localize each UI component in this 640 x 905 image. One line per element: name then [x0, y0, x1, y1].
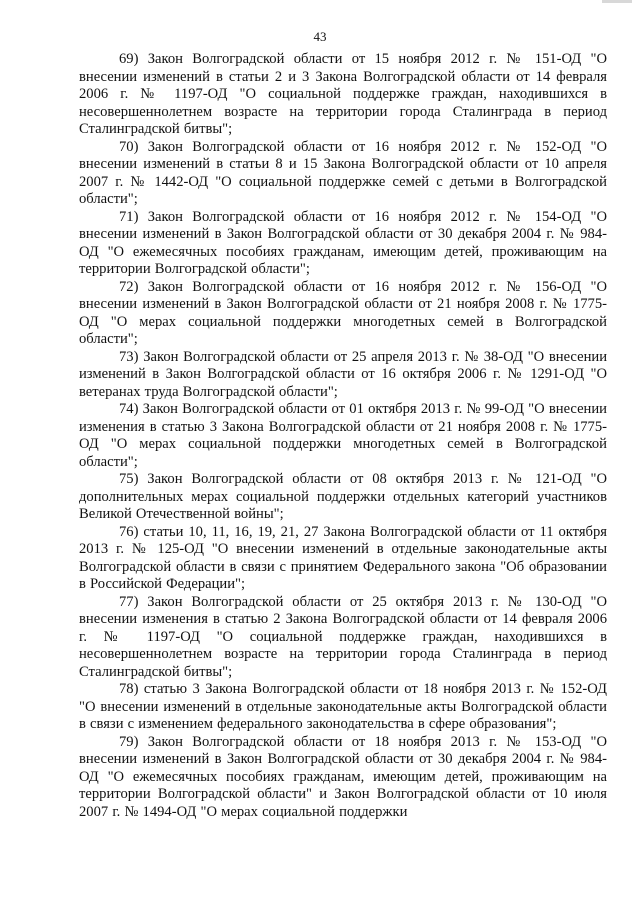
list-item-75: 75) Закон Волгоградской области от 08 октября 2013 г. № 121-ОД "О дополнительных мерах социальной поддержки отдельных категорий участников Великой Отечественной войны";	[79, 471, 607, 522]
list-item-71: 71) Закон Волгоградской области от 16 ноября 2012 г. № 154-ОД "О внесении изменений в Закон Волгоградской области от 30 декабря 2004 г. № 984-ОД "О ежемесячных пособиях гражданам, имеющим детей, проживающим на территории Волгоградской области";	[79, 208, 607, 277]
list-item-79: 79) Закон Волгоградской области от 18 ноября 2013 г. № 153-ОД "О внесении изменений в Закон Волгоградской области от 30 декабря 2004 г. № 984-ОД "О ежемесячных пособиях гражданам, имеющим детей, проживающим на территории Волгоградской области" и Закон Волгоградской области от 10 июля 2007 г. № 1494-ОД "О мерах социальной поддержки	[79, 733, 607, 820]
list-item-78: 78) статью 3 Закона Волгоградской области от 18 ноября 2013 г. № 152-ОД "О внесении изменений в отдельные законодательные акты Волгоградской области в связи с изменением федерального законодательства в сфере образования";	[79, 681, 607, 732]
scan-artifact	[602, 0, 632, 3]
list-item-73: 73) Закон Волгоградской области от 25 апреля 2013 г. № 38-ОД "О внесении изменений в Закон Волгоградской области от 16 октября 2006 г. № 1291-ОД "О ветеранах труда Волгоградской области";	[79, 348, 607, 400]
page-number: 43	[313, 29, 327, 44]
list-item-77: 77) Закон Волгоградской области от 25 октября 2013 г. № 130-ОД "О внесении изменения в статью 2 Закона Волгоградской области от 14 февраля 2006 г. № 1197-ОД "О социальной поддержке граждан, находившихся в несовершеннолетнем возрасте на территории города Сталинграда в период Сталинградской битвы";	[79, 593, 607, 680]
list-item-70: 70) Закон Волгоградской области от 16 ноября 2012 г. № 152-ОД "О внесении изменений в статьи 8 и 15 Закона Волгоградской области от 10 апреля 2007 г. № 1442-ОД "О социальной поддержке семей с детьми в Волгоградской области";	[79, 138, 607, 207]
law-list	[79, 51, 607, 821]
list-item-72: 72) Закон Волгоградской области от 16 ноября 2012 г. № 156-ОД "О внесении изменений в Закон Волгоградской области от 21 ноября 2008 г. № 1775-ОД "О мерах социальной поддержки многодетных семей в Волгоградской области";	[79, 278, 607, 347]
list-item-76: 76) статьи 10, 11, 16, 19, 21, 27 Закона Волгоградской области от 11 октября 2013 г. № 125-ОД "О внесении изменений в отдельные законодательные акты Волгоградской области в связи с принятием Федерального закона "Об образовании в Российской Федерации";	[79, 523, 607, 592]
list-item-74: 74) Закон Волгоградской области от 01 октября 2013 г. № 99-ОД "О внесении изменения в статью 3 Закона Волгоградской области от 21 ноября 2008 г. № 1775-ОД "О мерах социальной поддержки многодетных семей в Волгоградской области";	[79, 401, 607, 470]
list-item-69: 69) Закон Волгоградской области от 15 ноября 2012 г. № 151-ОД "О внесении изменений в статьи 2 и 3 Закона Волгоградской области от 14 февраля 2006 г. № 1197-ОД "О социальной поддержке граждан, находившихся в несовершеннолетнем возрасте на территории города Сталинграда в период Сталинградской битвы";	[79, 51, 607, 137]
